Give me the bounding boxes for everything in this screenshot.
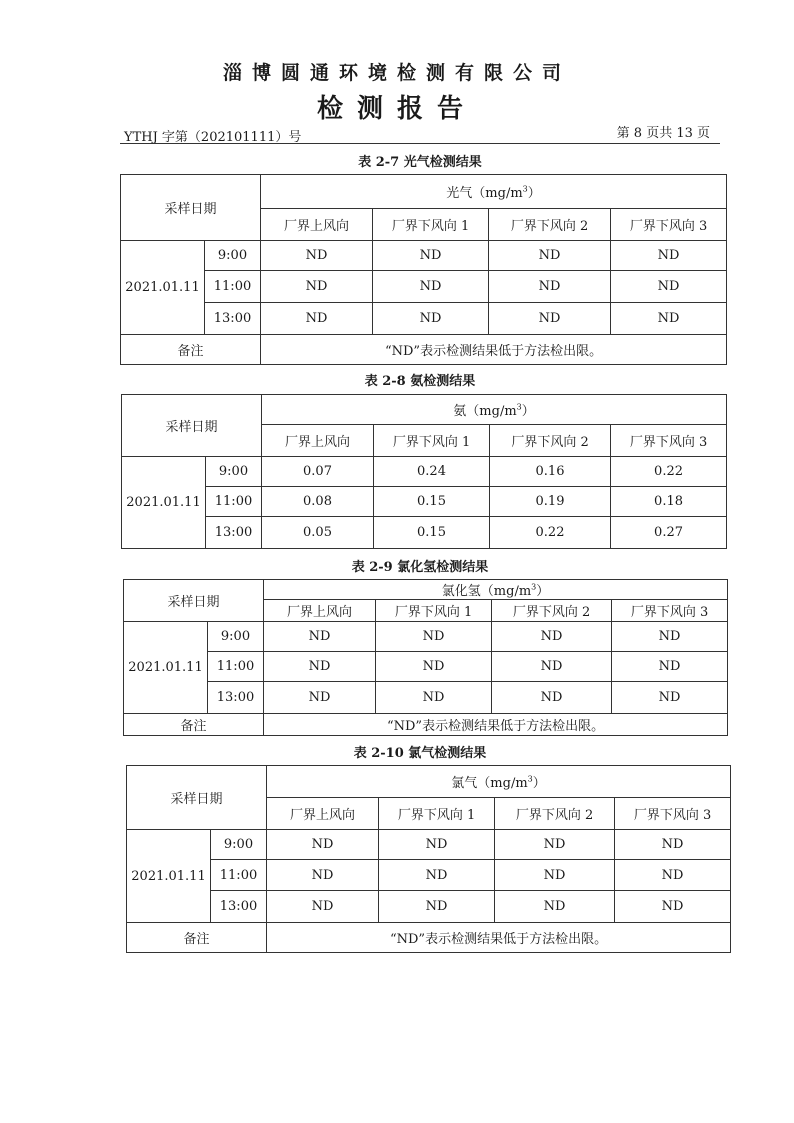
table-2-9 <box>123 579 728 736</box>
sample-time: 11:00 <box>208 652 264 682</box>
parameter-header: 氯化氢$(mg/m^3)$ <box>264 580 728 600</box>
value-cell: 0.16 <box>490 457 611 487</box>
value-cell: ND <box>615 891 731 923</box>
value-cell: ND <box>379 830 495 860</box>
value-cell: ND <box>379 860 495 891</box>
sample-time: 9:00 <box>205 241 261 271</box>
value-cell: ND <box>489 303 611 335</box>
point-header: 厂界下风向 1 <box>376 600 492 622</box>
table-2-10-caption: 表 2-10 氯气检测结果 <box>353 746 487 761</box>
value-cell: ND <box>376 682 492 714</box>
remark-text: “ND”表示检测结果低于方法检出限。 <box>267 923 731 953</box>
point-header: 厂界下风向 1 <box>374 425 490 457</box>
remark-label: 备注 <box>124 714 264 736</box>
sample-date: 2021.01.11 <box>124 622 208 714</box>
sample-time: 13:00 <box>211 891 267 923</box>
sample-time: 11:00 <box>211 860 267 891</box>
value-cell: 0.07 <box>262 457 374 487</box>
value-cell: ND <box>612 652 728 682</box>
sample-time: 9:00 <box>206 457 262 487</box>
value-cell: 0.22 <box>611 457 727 487</box>
value-cell: 0.08 <box>262 487 374 517</box>
date-header: 采样日期 <box>124 580 264 622</box>
point-header: 厂界下风向 3 <box>612 600 728 622</box>
value-cell: 0.18 <box>611 487 727 517</box>
value-cell: 0.22 <box>490 517 611 549</box>
value-cell: ND <box>373 271 489 303</box>
value-cell: ND <box>615 860 731 891</box>
value-cell: ND <box>492 622 612 652</box>
value-cell: ND <box>611 241 727 271</box>
page-number: 第 8 页共 13 页 <box>616 126 710 141</box>
value-cell: 0.24 <box>374 457 490 487</box>
point-header: 厂界下风向 3 <box>615 798 731 830</box>
value-cell: ND <box>612 622 728 652</box>
header-divider <box>120 143 720 144</box>
value-cell: ND <box>492 682 612 714</box>
value-cell: ND <box>264 652 376 682</box>
value-cell: ND <box>264 682 376 714</box>
parameter-header: 氯气$(mg/m^3)$ <box>267 766 731 798</box>
value-cell: ND <box>264 622 376 652</box>
sample-time: 11:00 <box>205 271 261 303</box>
remark-label: 备注 <box>121 335 261 365</box>
point-header: 厂界下风向 1 <box>379 798 495 830</box>
sample-time: 11:00 <box>206 487 262 517</box>
point-header: 厂界下风向 2 <box>490 425 611 457</box>
value-cell: 0.19 <box>490 487 611 517</box>
point-header: 厂界下风向 2 <box>489 209 611 241</box>
point-header: 厂界上风向 <box>264 600 376 622</box>
value-cell: 0.15 <box>374 487 490 517</box>
value-cell: ND <box>615 830 731 860</box>
value-cell: ND <box>611 303 727 335</box>
value-cell: ND <box>611 271 727 303</box>
sample-time: 13:00 <box>208 682 264 714</box>
table-2-7-caption: 表 2-7 光气检测结果 <box>358 155 482 170</box>
sample-date: 2021.01.11 <box>121 241 205 335</box>
table-2-8-caption: 表 2-8 氨检测结果 <box>364 374 476 389</box>
sample-time: 13:00 <box>206 517 262 549</box>
value-cell: ND <box>376 622 492 652</box>
point-header: 厂界上风向 <box>262 425 374 457</box>
parameter-header: 氨$(mg/m^3)$ <box>262 395 727 425</box>
remark-label: 备注 <box>127 923 267 953</box>
value-cell: ND <box>267 830 379 860</box>
table-2-10 <box>126 765 731 953</box>
value-cell: ND <box>495 860 615 891</box>
sample-date: 2021.01.11 <box>122 457 206 549</box>
value-cell: ND <box>376 652 492 682</box>
table-2-9-caption: 表 2-9 氯化氢检测结果 <box>351 560 489 575</box>
value-cell: ND <box>373 303 489 335</box>
value-cell: ND <box>261 241 373 271</box>
date-header: 采样日期 <box>127 766 267 830</box>
date-header: 采样日期 <box>121 175 261 241</box>
sample-date: 2021.01.11 <box>127 830 211 923</box>
value-cell: ND <box>379 891 495 923</box>
table-2-8 <box>121 394 727 549</box>
report-title: 检测报告 <box>316 94 477 124</box>
point-header: 厂界上风向 <box>261 209 373 241</box>
value-cell: ND <box>495 830 615 860</box>
value-cell: ND <box>489 241 611 271</box>
point-header: 厂界下风向 2 <box>492 600 612 622</box>
value-cell: 0.05 <box>262 517 374 549</box>
point-header: 厂界下风向 1 <box>373 209 489 241</box>
point-header: 厂界上风向 <box>267 798 379 830</box>
value-cell: ND <box>267 891 379 923</box>
value-cell: ND <box>495 891 615 923</box>
sample-time: 9:00 <box>211 830 267 860</box>
company-name: 淄博圆通环境检测有限公司 <box>222 62 571 84</box>
parameter-header: 光气$(mg/m^3)$ <box>261 175 727 209</box>
value-cell: ND <box>612 682 728 714</box>
value-cell: ND <box>261 303 373 335</box>
point-header: 厂界下风向 2 <box>495 798 615 830</box>
date-header: 采样日期 <box>122 395 262 457</box>
sample-time: 9:00 <box>208 622 264 652</box>
value-cell: ND <box>489 271 611 303</box>
value-cell: ND <box>373 241 489 271</box>
value-cell: ND <box>267 860 379 891</box>
point-header: 厂界下风向 3 <box>611 209 727 241</box>
remark-text: “ND”表示检测结果低于方法检出限。 <box>261 335 727 365</box>
point-header: 厂界下风向 3 <box>611 425 727 457</box>
sample-time: 13:00 <box>205 303 261 335</box>
value-cell: 0.15 <box>374 517 490 549</box>
value-cell: 0.27 <box>611 517 727 549</box>
value-cell: ND <box>492 652 612 682</box>
table-2-7 <box>120 174 727 365</box>
value-cell: ND <box>261 271 373 303</box>
document-number: YTHJ 字第（202101111）号 <box>124 130 302 145</box>
remark-text: “ND”表示检测结果低于方法检出限。 <box>264 714 728 736</box>
